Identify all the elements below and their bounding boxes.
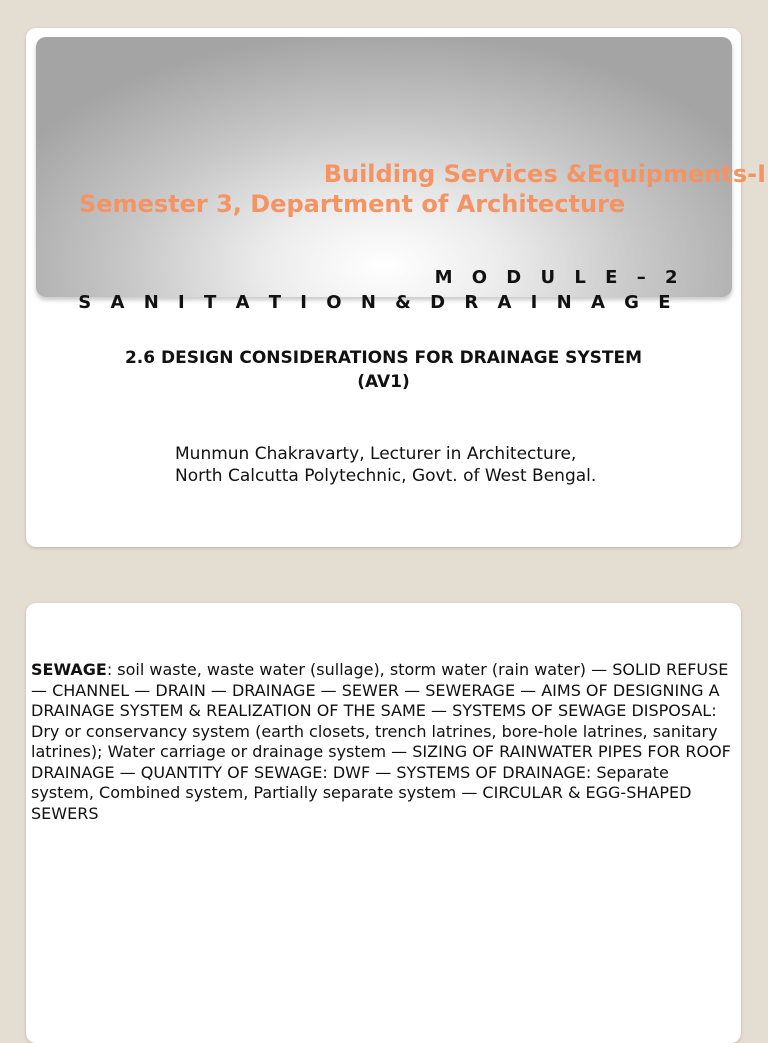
course-title: Building Services &Equipments-I bbox=[323, 160, 766, 188]
syllabus-lead-term: SEWAGE bbox=[31, 660, 107, 679]
topic-heading-line-1: 2.6 DESIGN CONSIDERATIONS FOR DRAINAGE SYSTEM bbox=[124, 348, 643, 368]
course-subtitle: Semester 3, Department of Architecture bbox=[79, 190, 626, 218]
topic-heading bbox=[26, 346, 741, 394]
author-institution: North Calcutta Polytechnic, Govt. of West Bengal. bbox=[175, 466, 597, 486]
topic-heading-line-2: (AV1) bbox=[357, 372, 410, 392]
author-name: Munmun Chakravarty, Lecturer in Architecture, bbox=[175, 444, 577, 464]
module-number: M O D U L E – 2 bbox=[434, 267, 684, 288]
syllabus-body: : soil waste, waste water (sullage), storm water (rain water) — SOLID REFUSE — CHANNEL — DRAIN — DRAINAGE — SEWER — SEWERAGE — AIMS OF DESIGNING A DRAINAGE SYSTEM & REALIZATION OF THE SAME — SYSTEMS OF SEWAGE DISPOSAL: Dry or conservancy system (earth closets, trench latrines, bore-hole latrines, sanitary latrines); Water carriage or drainage system — SIZING OF RAINWATER PIPES FOR ROOF DRAINAGE — QUANTITY OF SEWAGE: DWF — SYSTEMS OF DRAINAGE: Separate system, Combined system, Partially separate system — CIRCULAR & EGG-SHAPED SEWERS bbox=[31, 660, 731, 823]
module-topic: S A N I T A T I O N & D R A I N A G E bbox=[78, 292, 677, 313]
syllabus-text bbox=[31, 660, 731, 824]
